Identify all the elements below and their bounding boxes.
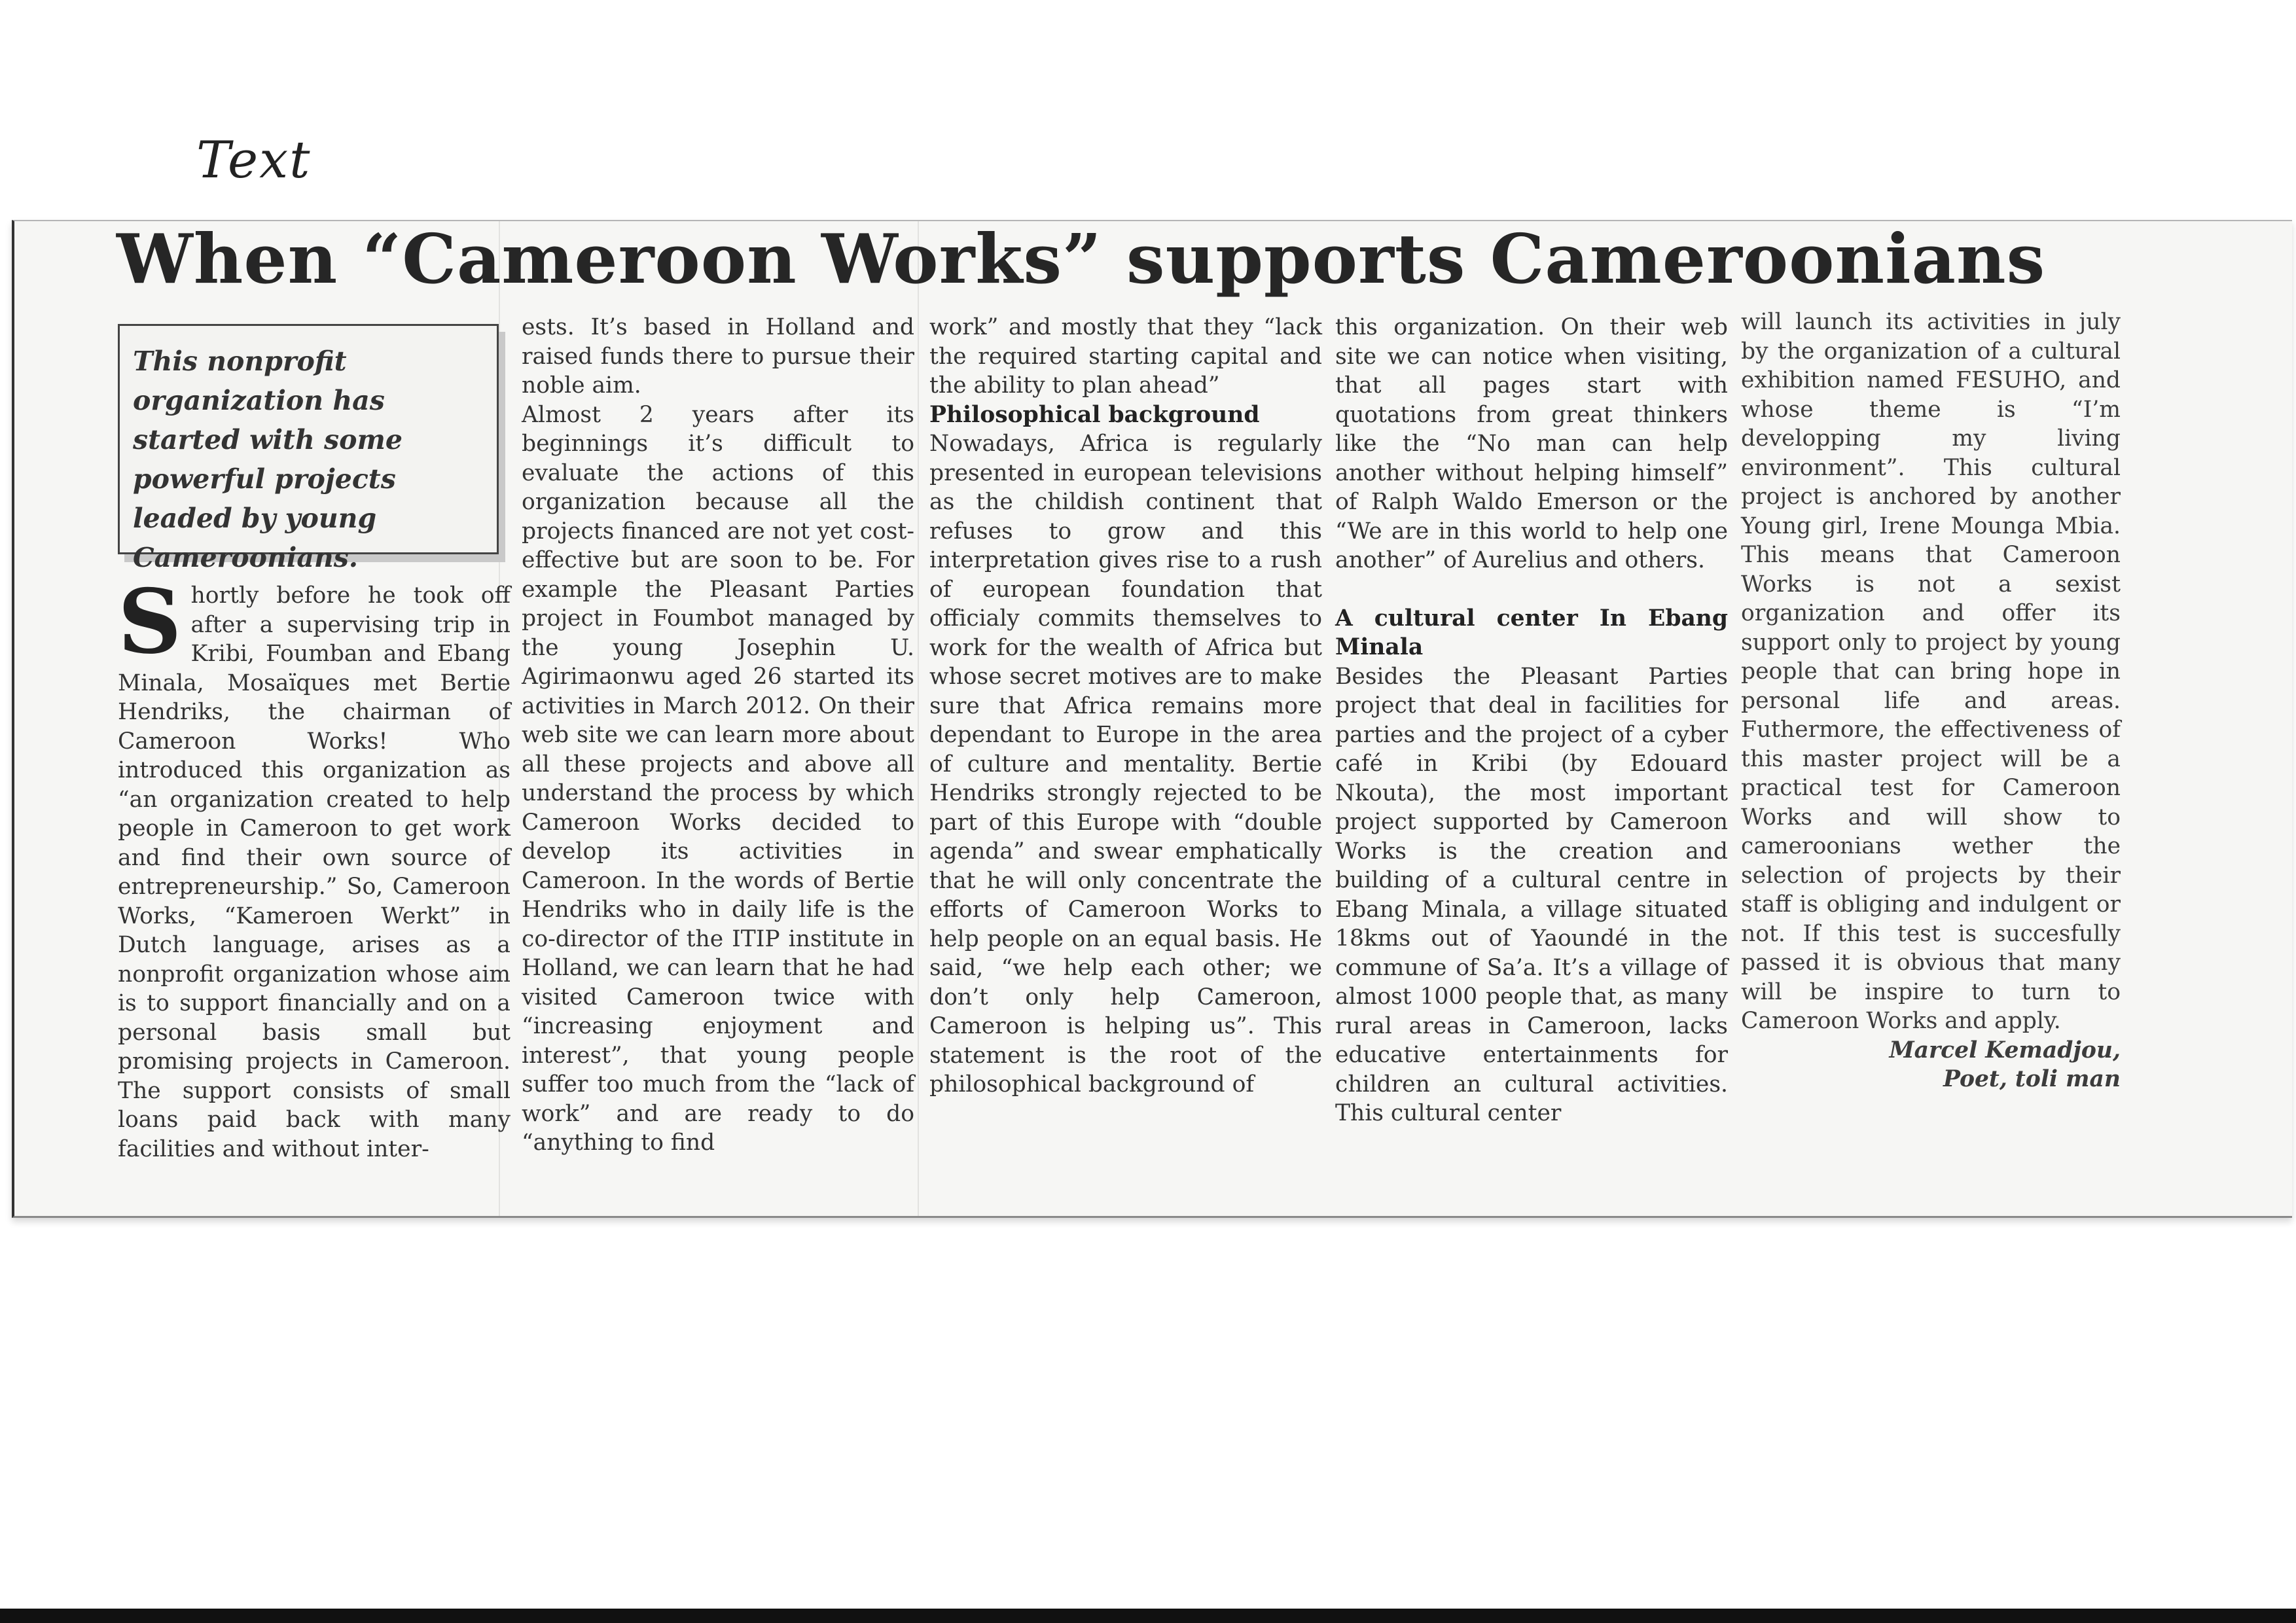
- article-column-4: [1335, 313, 1728, 1128]
- article-headline: When “Cameroon Works” supports Cameroonians: [117, 219, 2046, 299]
- scan-edge-bar: [0, 1609, 2296, 1623]
- column-1-text: hortly before he took off after a supervising trip in Kribi, Foumban and Ebang Minala, Mosaïques met Bertie Hendriks, the chairman of Cameroon Works! Who introduced this organization as “an organization created to help people in Cameroon to get work and find their own source of entrepreneurship.” So, Cameroon Works, “Kameroen Werkt” in Dutch language, arises as a nonprofit organization whose aim is to support financially and on a personal basis small but promising projects in Cameroon. The support consists of small loans paid back with many facilities and without inter-: [118, 582, 511, 1162]
- column-2-paragraph-2: Almost 2 years after its beginnings it’s difficult to evaluate the actions of this organization because all the projects financed are not yet cost-effective but are soon to be. For example the Pleasant Parties project in Foumbot managed by the young Josephin U. Agirimaonwu aged 26 started its activities in March 2012. On their web site we can learn more about all these projects and above all understand the process by which Cameroon Works decided to develop its activities in Cameroon. In the words of Bertie Hendriks who in daily life is the co-director of the ITIP institute in Holland, we can learn that he had visited Cameroon twice with “increasing enjoyment and interest”, that young people suffer too much from the “lack of work” and are ready to do “anything to find: [522, 401, 914, 1156]
- section-label: Text: [196, 131, 312, 190]
- article-column-2: [522, 313, 914, 1158]
- article-column-3: [929, 313, 1322, 1099]
- byline-name: Marcel Kemadjou,: [1889, 1037, 2121, 1063]
- article-column-5: [1741, 308, 2121, 1094]
- article-column-1: [118, 569, 511, 1164]
- subheading-cultural-center: A cultural center In Ebang Minala: [1335, 605, 1728, 660]
- column-4-paragraph-1: this organization. On their web site we can notice when visiting, that all pages start with quotations from great thinkers like the “No man can help another without helping himself” of Ralph Waldo Emerson or the “We are in this world to help one another” of Aurelius and others.: [1335, 314, 1728, 573]
- column-2-paragraph-1: ests. It’s based in Holland and raised funds there to pursue their noble aim.: [522, 314, 914, 399]
- fold-crease: [918, 221, 919, 1216]
- subheading-philosophical-background: Philosophical background: [929, 401, 1260, 428]
- column-3-paragraph-2: Nowadays, Africa is regularly presented in european televisions as the childish continent that refuses to grow and this interpretation gives rise to a rush of european foundation that officialy commits themselves to work for the wealth of Africa but whose secret motives are to make sure that Africa remains more dependant to Europe in the area of culture and mentality. Bertie Hendriks strongly rejected to be part of this Europe with “double agenda” and swear emphatically that he will only concentrate the efforts of Cameroon Works to help people on an equal basis. He said, “we help each other; we don’t only help Cameroon, Cameroon is helping us”. This statement is the root of the philosophical background of: [929, 431, 1322, 1097]
- byline-role: Poet, toli man: [1943, 1066, 2121, 1092]
- intro-text: This nonprofit organization has started with some powerful projects leaded by young Cameroonians.: [133, 346, 403, 573]
- drop-cap: S: [118, 569, 182, 673]
- column-3-paragraph-1: work” and mostly that they “lack the required starting capital and the ability to plan ahead”: [929, 314, 1322, 399]
- column-4-paragraph-2: Besides the Pleasant Parties project that deal in facilities for parties and the project of a cyber café in Kribi (by Edouard Nkouta), the most important project supported by Cameroon Works is the creation and building of a cultural centre in Ebang Minala, a village situated 18kms out of Yaoundé in the commune of Sa’a. It’s a village of almost 1000 people that, as many rural areas in Cameroon, lacks educative entertainments for children an cultural activities. This cultural center: [1335, 663, 1728, 1126]
- intro-pull-quote: [118, 324, 499, 573]
- column-5-text: will launch its activities in july by the organization of a cultural exhibition named FESUHO, and whose theme is “I’m developping my living environment”. This cultural project is anchored by another Young girl, Irene Mounga Mbia. This means that Cameroon Works is not a sexist organization and offer its support only to project by young people that can bring hope in personal life and areas. Futhermore, the effectiveness of this master project will be a practical test for Cameroon Works and will show to cameroonians wether the selection of projects by their staff is obliging and indulgent or not. If this test is succesfully passed it is obvious that many will be inspire to turn to Cameroon Works and apply.: [1741, 309, 2121, 1034]
